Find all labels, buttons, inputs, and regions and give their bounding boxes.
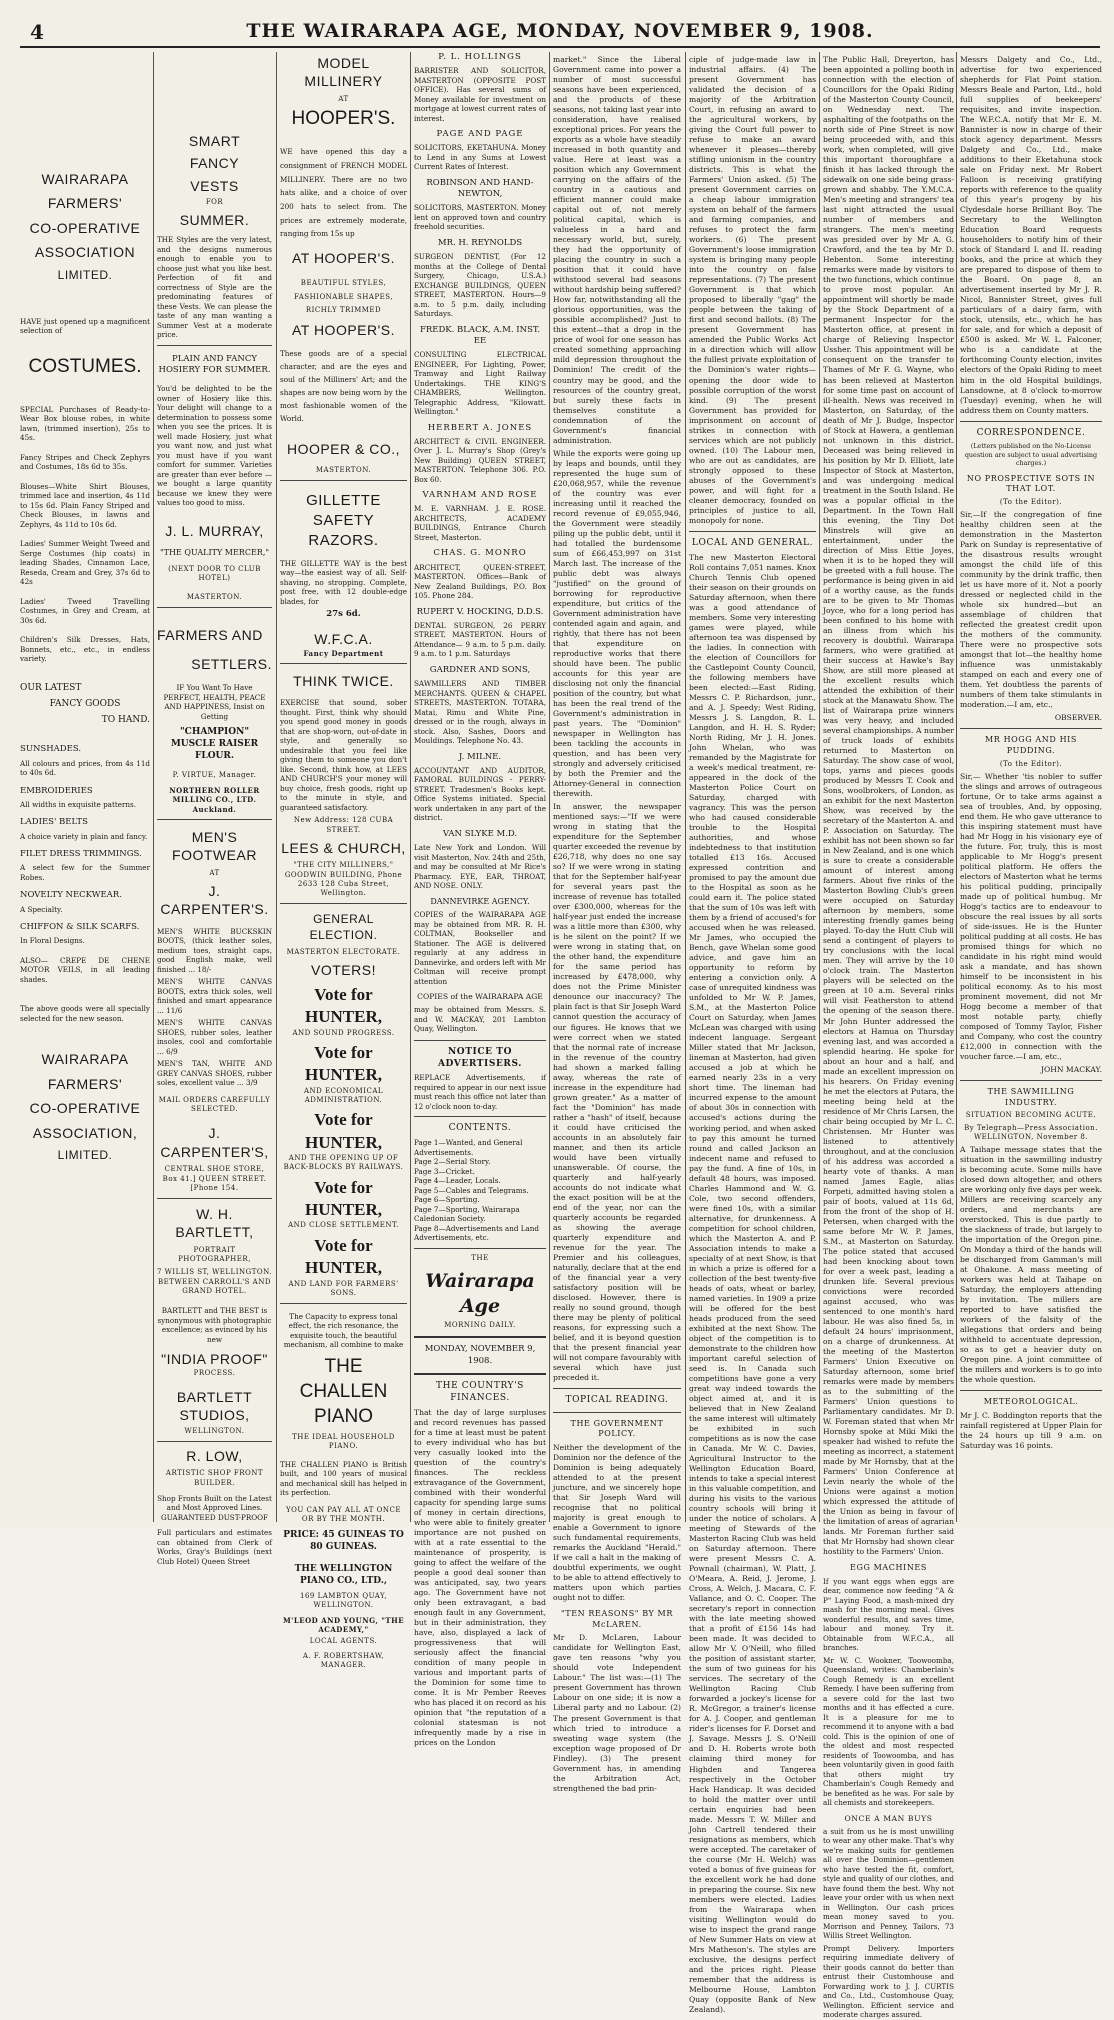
card-name: ROBINSON AND HAND-NEWTON, [426,177,534,200]
masthead [20,16,1100,48]
section-title: EMBROIDERIES [20,785,93,796]
think-text: EXERCISE that sound, sober thought. First, think why should you spend good money in goods that are shop-worn, out-of-date in style, and generally so undesirable that you feel like giving them to someone you don't like. Second, think how, at LEES AND CHURCH'S your money will buy choice, fresh goods, right up to the minute in style, and guaranteed satisfactory. [280,698,407,812]
section-text: A choice variety in plain and fancy. [20,831,148,841]
column-rule [819,52,820,1522]
wfca-footer-line: LIMITED. [57,1148,113,1163]
manager: A. F. ROBERTSHAW, MANAGER. [302,1651,385,1670]
piano-address: 169 LAMBTON QUAY, WELLINGTON. [300,1591,387,1609]
section-title: CHIFFON & SILK SCARFS. [20,922,140,932]
also-text: ALSO— CREPE DE CHENE MOTOR VEILS, in all leading shades. [20,955,150,984]
column-7-local [823,52,954,2020]
wfca-department: Fancy Department [303,648,384,658]
wfca-logo: W.F.C.A. [314,631,373,648]
millinery-heading: MODEL MILLINERY [304,55,383,90]
page-number: 4 [30,20,44,44]
contents-item: Page 6—Sporting. [414,1195,480,1205]
card-name: DANNEVIRKE AGENCY. [430,896,530,906]
vests-heading: SMART [188,133,241,149]
column-rule [685,52,686,1522]
paper-the: THE [471,1253,489,1262]
fancy-goods-line: TO HAND. [101,714,150,725]
business-card [414,178,546,232]
footwear-at: AT [209,868,220,877]
low-footer: Full particulars and estimates can obtained from Clerk of Works, Gray's Buildings (next Club Hotel) Queen Street [157,1528,272,1566]
column-6-local [689,52,816,2014]
pay-terms: YOU CAN PAY ALL AT ONCE OR BY THE MONTH. [286,1505,401,1523]
met-title: METEOROLOGICAL. [983,1397,1079,1407]
challen-intro: The Capacity to express tonal effect, the rich resonance, the exquisite touch, the beautiful mechanism, all combine to make [283,1311,404,1350]
boot-item: MEN'S TAN, WHITE AND GREY CANVAS SHOES, rubber soles, excellent value ... 3/9 [157,1059,272,1088]
column-rule [410,52,411,1522]
costumes-intro: HAVE just opened up a magnificent selection of [20,316,150,336]
testimonial-text: Mr W. C. Wookner, Toowoomba, Queensland, writes: Chamberlain's Cough Remedy is an excellent Remedy. I have been suffering from a severe cold for the last two months and it has effected a cure. It is a pleasure for me to recommend it to anyone with a bad cold. This is the opinion of one of the oldest and most respected residents of Toowoomba, and has been voluntarily given in good faith that others might try Chamberlain's Cough Remedy and be benefited as he was. For sale by all chemists and storekeepers. [823,1655,954,1808]
business-card [414,423,546,485]
millinery-at: AT [338,94,349,103]
wfca-name-line: ASSOCIATION [34,244,136,261]
bartlett-text: BARTLETT and THE BEST is synonymous with photographic excellence; as evinced by his new [157,1306,272,1344]
letter-to: (To the Editor). [999,759,1063,768]
card-name: VAN SLYKE M.D. [442,828,518,839]
card-name: P. L. HOLLINGS [438,52,522,62]
section-text: All widths in exquisite patterns. [20,799,137,809]
wfca-name-line: CO-OPERATIVE [29,219,141,236]
contents-item: Page 4—Leader, Locals. [414,1176,501,1186]
prompt-text: Prompt Delivery. Importers requiring immediate delivery of their goods cannot do better than entrust their Customhouse and Forwarding work to J. J. CURTIS and Co., Ltd., Customhouse Quay, Wellington. Efficient service and moderate charges assured. [823,1943,954,2020]
reasons-text: Mr D. McLaren, Labour candidate for Wellington East, gave ten reasons "why you should vote Independent Labour." The list was:—(1) The present Government has thrown Labour on one side; it is now a Liberal party and no Labour. (2) The present Government is that which tried to introduce a sweating wage system (the exception wage proposed of Dr Findley). (3) The present Government has, in amending the Arbitration Act, strengthened the bad prin- [553,1633,681,1793]
costume-item: Ladies' Tweed Travelling Costumes, in Grey and Cream, at 30s 6d. [20,596,150,625]
challen-line: THE [324,1355,363,1377]
correspondence-note: (Letters published on the No-License question are subject to usual advertising charges.) [964,442,1098,468]
costume-item: Fancy Stripes and Check Zephyrs and Costumes, 18s 6d to 35s. [20,452,150,472]
business-card [414,490,546,542]
india-process: PROCESS. [193,1368,236,1377]
card-name: RUPERT V. HOCKING, D.D.S. [416,606,544,617]
card-text: SOLICITORS, MASTERTON. Money lent on approved town and country freehold securities. [414,203,546,232]
section-title: LADIES' BELTS [20,817,88,828]
leader-paragraph: market." Since the Liberal Government came into power a number of most successful seasons have been experienced, and the products of these seasons, not taking last year into consideration, have realised exceptional prices. For years the exports as a whole have steadily increased in both quantity and value. Here at least was a position which any Government carrying on the affairs of the country in a cautious and efficient manner could make capital out of, not merely political capital, which is valueless in a hard and necessary world, but, surely, they had the opportunity of placing the country in such a position that it could have withstood several bad seasons without hardship being suffered? How far, notwithstanding all the glorious opportunities, was the possible accomplished? Just to this extent—that a drop in the price of wool for one season has created something approaching mild depression throughout the Dominion! The credit of the country may be good, and the resources of the country great, but surely these facts in themselves constitute a condemnation of the Government's financial administration. [553,55,681,445]
card-name: GARDNER AND SONS, [429,664,531,675]
card-name: HERBERT A. JONES [427,422,533,433]
topical-title: TOPICAL READING. [565,1395,669,1406]
local-text: The new Masterton Electoral Roll contains 7,051 names. Knox Church Tennis Club opened their season on their grounds on Saturday afternoon, when there was a good attendance of members. Some very interesting games were played, while afternoon tea was dispensed by the ladies. In connection with the election of Councillors for the Castlepoint County Council, the following members have been elected:—East Riding, Messrs C. P. Richardson, junr., and A. J. Speedy; West Riding, Messrs J. S. Langdon, R. L. Langdon, and H. H. S. Ryder; North Riding, Mr J. H. Jones. John Whelan, who was remanded by the Magistrate for a week's medical treatment, re-appeared in the dock of the Masterton Police Court on Saturday, charged with vagrancy. This was the person who had caused considerable trouble to the Hospital authorities, and whose indebtedness to that institution totalled £13 16s. Accused expressed contrition and promised to pay the amount due to the Hospital as soon as he could earn it. The police stated that the sum of 10s was left with them by a friend of accused's for accused when he was released. Mr James, who occupied the Bench, gave Whelan some good advice, and gave him an opportunity to reform by entering a conviction only. A case of unrequited kindness was unfolded to Mr W. P. James, S.M., at the Masterton Police Court on Saturday, when James McLean was charged with using indecent language. Sergeant Miller stated that Mr Jackson, lineman at Masterton, had given accused a job at which he earned nearly 23s in a very short time. The lineman had incurred expense to the amount of about 30s in connection with accused's actions during the working period, and when asked to pay this amount he turned round and called Jackson an indecent name and refused to pay the fund. A fine of 10s, in default 48 hours, was imposed. Charles Hammond and W. G. Cole, two second offenders, were fined 10s, with a similar alternative, for drunkenness. A competition for school children, which the Masterton A. and P. Association intends to make a specialty of at next Show, is that in which a prize is offered for a collection of the best twenty-five heads of oats, wheat or barley, named varieties. In 1909 a prize will be offered for the best heads produced from the seed exhibited at the next Show. The object of the competition is to demonstrate to the children how important careful selection of seed is. In Canada such competitions have gone a very great way indeed towards the object aimed at, and it is believed that in New Zealand the same interest will ultimately be exhibited in such competitions as is now the case in Canada. Mr W. C. Davies, Agricultural Instructor to the Wellington Education Board, intends to take a special interest in this valuable competition, and during his visits to the various country schools will bring it under the notice of scholars. A meeting of Stewards of the Masterton Racing Club was held on Saturday afternoon. There were present Messrs C. A. Pownall (chairman), W. Platt, J. O'Meara, A. Reid, J. Jerome, J. Cross, A. Welch, J. Macara, C. F. Vallance, and O. C. Cooper. The secretary's report in connection with the late meeting showed that a profit of £156 14s had been made. It was decided to allow Mr V. O'Neill, who filled the position of assistant starter, the sum of two guineas for his services. The secretary of the Wellington Racing Club forwarded a jockey's license for R. McGregor, a trainer's license for A. J. Cooper, and gentleman rider's licenses for F. Dorset and J. Savage. Messrs J. S. O'Neill and D. H. Roberts wrote both claiming third money for Highden and Tangerea respectively in the October Hack Handicap. It was decided to hold the matter over until certain enquiries had been made. Messrs T. W. Miller and John Cartrell tendered their resignations as members, which were accepted. The caretaker of the course (Mr H. Welch) was voted a bonus of five guineas for the excellent work he had done in preparing the course. Six new members were elected. Ladies from the Wairarapa when visiting Wellington would do wise to inspect the grand range of New Summer Hats on view at Mrs Matheson's. The styles are exclusive, the designs perfect and the prices right. Please remember that the address is Melbourne House, Lambton Quay (opposite Bank of New Zealand). [689,552,816,2014]
hosiery-title: PLAIN AND FANCY HOSIERY FOR SUMMER. [158,353,271,375]
notice-text: REPLACE Advertisements, if required to appear in our next issue must reach this office not later than 12 o'clock noon to-day. [414,1073,546,1111]
gillette-price: 27s 6d. [326,609,361,620]
column-8-correspondence [960,52,1102,1522]
hoopers-heading: HOOPER'S. [291,108,396,130]
contents-item: Page 2—Serial Story. [414,1157,491,1167]
voters: VOTERS! [311,962,376,979]
letter-to: (To the Editor). [999,497,1063,506]
card-name: VARNHAM AND ROSE [422,490,538,501]
notice-title: NOTICE TO ADVERTISERS. [437,1046,523,1069]
vote-reason: AND THE OPENING UP OF BACK-BLOCKS BY RAILWAYS. [283,1154,404,1172]
footwear-heading: MEN'S FOOTWEAR [172,828,257,864]
reasons-title: "TEN REASONS" BY MR McLAREN. [561,1609,673,1629]
challen-text: THE CHALLEN PIANO is British built, and 100 years of musical and mechanical skill has helped in its perfection. [280,1459,407,1498]
letter-signature: JOHN MACKAY. [1040,1065,1102,1075]
business-card [414,325,546,417]
challen-tagline: THE IDEAL HOUSEHOLD PIANO. [292,1433,395,1451]
millinery-text: WE have opened this day a consignment of FRENCH MODEL MILLINERY. There are no two hats alike, and a choice of over 200 hats to select from. The prices are extremely moderate, ranging from 15s up [280,147,407,239]
vote-reason: AND ECONOMICAL ADMINISTRATION. [303,1086,384,1104]
contents-item: Page 5—Cables and Telegrams. [414,1185,529,1195]
column-rule [956,52,957,1522]
business-card [414,52,546,123]
challen-line: PIANO [313,1406,374,1428]
costume-item: SPECIAL Purchases of Ready-to-Wear Box blouse robes, in white lawn, (trimmed insertion), 25s to 45s. [20,404,150,443]
farmers-text: IF You Want To Have PERFECT, HEALTH, PEACE AND HAPPINESS, Insist on Getting [163,683,266,721]
settlers-heading: SETTLERS. [191,655,272,672]
leader-paragraph: In answer, the newspaper mentioned says:—"If we were wrong in stating that the expenditure for the September quarter exceeded the revenue by £26,718, why does no one say so? If we were wrong in stating that for the September half-year for several years past the increase of revenue has totalled over £300,000, whereas for the half-year just ended the increase was a little more than £300, why is he silent on the point? If we were wrong in stating that, on the other hand, the expenditure for the same period has increased by £478,000, why does not the Prime Minister denounce our inaccuracy? The plain fact is that Sir Joseph Ward cannot question the accuracy of our figures. He knows that we were correct when we stated that the normal rate of increase in the revenue of the country had shown a marked falling away, whereas the rate of increase in the expenditure had grown greater." As a matter of fact the "Dominion" has made rather a "hash" of itself, because it could have criticised the accounts in an absolutely fair manner, and then its article would have been virtually unanswerable. Of course, the quarterly and half-yearly accounts do not indicate what the exact position will be at the end of the year, nor can the quarterly accounts be regarded as showing the average quarterly expenditure and revenue for the year. The Premier and his colleagues, naturally, declare that at the end of the financial year a very satisfactory position will be disclosed. However, there is really no sound ground, though there may be plenty of political reasons, for expressing such a belief, and it is beyond question that the present financial year will not compare favourably with several which have just preceded it. [553,802,681,1383]
styles-line: BEAUTIFUL STYLES, FASHIONABLE SHAPES, RICHLY TRIMMED [293,279,394,315]
gillette-heading: GILLETTE SAFETY RAZORS. [306,492,381,549]
egg-text: If you want eggs when eggs are dear, commence now feeding "A & P" Laying Food, a mash-mixed dry mash for the morning meal. Gives wonderful results, and saves time, labour and money. Try it. Obtainable from W.F.C.A., all branches. [823,1576,954,1653]
hooper-co: HOOPER & CO., [286,440,401,457]
low-tagline: ARTISTIC SHOP FRONT BUILDER. [165,1469,264,1487]
section-text: A select few for the Summer Robes. [20,863,150,882]
card-text: SOLICITORS, EKETAHUNA. Money to Lend in any Sums at Lowest Current Rates of Interest. [414,143,546,172]
letter-title: NO PROSPECTIVE SOTS IN THAT LOT. [966,473,1096,494]
costume-item: Blouses—White Shirt Blouses, trimmed lace and insertion, 4s 11d to 15s 6d. Plain Fancy Striped and Check Blouses, in lawns and Zephyrs, 4s 11d to 10s 6d. [20,481,150,529]
india-proof: "INDIA PROOF" [161,1351,268,1368]
business-card [414,829,546,891]
paper-date: MONDAY, NOVEMBER 9, 1908. [424,1344,536,1366]
vests-heading: FANCY [189,155,240,172]
hooper-town: MASTERTON. [315,465,372,474]
card-text: DENTAL SURGEON, 26 PERRY STREET, MASTERTON. Hours of Attendance— 9 a.m. to 5 p.m. daily. 9 a.m. to 1 p.m. Saturdays [414,620,546,659]
card-name: J. MILNE. [458,751,502,762]
card-text: M. E. VARNHAM. J. E. ROSE. ARCHITECTS, ACADEMY BUILDINGS, Entrance Church Street, Masterton. [414,504,546,542]
vote-line: Vote for HUNTER, [305,1177,382,1219]
section-title: NOVELTY NECKWEAR. [20,890,122,901]
murray-tagline: "THE QUALITY MERCER," [159,548,270,558]
sawmill-byline: By Telegraph—Press Association. WELLINGTON, November 8. [964,1123,1098,1141]
wfca-footer-line: CO-OPERATIVE [29,1100,141,1117]
carpenter-name-2: J. CARPENTER'S, [160,1125,269,1160]
contents-item: Page 8—Advertisements and Land Advertisements, etc. [414,1223,540,1243]
card-text: SAWMILLERS AND TIMBER MERCHANTS. QUEEN & CHAPEL STREETS, MASTERTON. TOTARA, Matai, Rimu and White Pine, dressed or in the rough, always in stock. Also, Sashes, Doors and Mouldings. Telephone No. 43. [414,679,546,746]
carpenter-name: J. CARPENTER'S. [160,882,269,918]
vote-reason: AND CLOSE SETTLEMENT. [288,1221,399,1230]
sawmill-title: THE SAWMILLING INDUSTRY. [987,1087,1075,1107]
murray-town: MASTERTON. [186,593,243,602]
column-rule [153,52,154,1522]
once-text: a suit from us he is most unwilling to wear any other make. That's why we're making suits for gentlemen all over the Dominion—gentlemen who have tested the fit, comfort, style and quality of our clothes, and have found them the best. Why not leave your order with us when next in Wellington. Our cash prices mean money saved to you. Morrison and Penney, Tailors, 73 Willis Street Wellington. [823,1826,954,1941]
card-text: COPIES of the WAIRARAPA AGE may be obtained from MR. R. H. COLTMAN, Bookseller and Stationer. The AGE is delivered regularly at any address in Dannevirke, and orders left with Mr Coltman will receive prompt attention [414,910,546,986]
business-card [414,129,546,172]
policy-title: THE GOVERNMENT POLICY. [570,1418,664,1439]
business-card [414,897,546,987]
gillette-text: THE GILLETTE WAY is the best way—the easiest way of all. Self-shaving, no stropping. Complete, post free, with 12 double-edge blades, for [280,558,407,606]
selected-note: The above goods were all specially selected for the new season. [20,1004,150,1023]
page-title: THE WAIRARAPA AGE, MONDAY, NOVEMBER 9, 1908. [246,20,874,42]
business-card [414,665,546,746]
hosiery-text: You'd be delighted to be the owner of Hosiery like this. Your delight will change to a determination to possess some when you see the prices. It is well made Hosiery, just what you want now, and just what you must have if you want comfort for summer. Varieties are greater than ever before —we bought a large quantity because we knew they were values too good to miss. [157,384,272,508]
boot-item: MEN'S WHITE CANVAS SHOES, rubber soles, leather insoles, cool and comfortable ... 6/9 [157,1018,272,1056]
card-name: FREDK. BLACK, A.M. INST. EE [419,324,541,346]
vote-reason: AND LAND FOR FARMERS' SONS. [288,1279,399,1297]
reasons-continued: ciple of judge-made law in industrial affairs. (4) The present Government has validated the decision of a majority of the Arbitration Court, in refusing an award to the agricultural workers, by giving the Court full power to refuse to make an award whenever it pleases—thereby stifling unionism in the country districts. This is what the Farmers' Union asked. (5) The present Government carries on a cheap labour immigration system on behalf of the farmers and farming companies, and refuses to protect the farm workers. (6) The present Government's loose immigration system is bringing many people into the country on false representations. (7) The present Government is that which proposed to liberally "gag" the people between the taking of first and second ballots. (8) The present Government has amended the Public Works Act in a direction which will allow the fullest private exploitation of the Dominion's water rights—opening the door wide to possible corruption of the worst kind. (9) The present Government has provided for imprisonment on account of strikes in connection with services which are not publicly owned. (10) The Labour men, who are out as candidates, are strongly opposed to these abuses of the Government's power, and will fight for a cleaner democracy, founded on principles of justice to all, monopoly for none. [689,55,816,525]
low-text: Shop Fronts Built on the Latest and Most Approved Lines. GUARANTEED DUST-PROOF [157,1493,272,1522]
paper-tagline: MORNING DAILY. [444,1321,516,1330]
sawmill-text: A Taihape message states that the situation in the sawmilling industry is becoming acute. Some mills have closed down altogether, and others are working only five days per week. Millers are receiving scarcely any orders, and merchants are overstocked. This is due partly to the slackness of trade, but largely to the importation of the Oregon pine. On Monday a third of the hands will be discharged from Gamman's mill at Ohakune. A mass meeting of workers was held at Taihape on Saturday, the employers attending by invitation. The millers are reported to have satisfied the workers of the falsity of the allegations that orders and being withheld to accentuate depression, so as to get a heavier duty on Oregon pine. A joint committee of the millers and workers is to go into the whole question. [960,1145,1102,1385]
contents-item: Page 7—Sporting, Wairarapa Caledonian Society. [414,1204,520,1224]
murray-address: (NEXT DOOR TO CLUB HOTEL) [168,564,261,582]
card-text: CONSULTING ELECTRICAL ENGINEER, For Lighting, Power, Tramway and Light Railway Undertakings. THE KING'S CHAMBERS, Wellington. Telegraphic Address, "Kilowatt. Wellington." [414,350,546,417]
champion-signature: P. VIRTUE, Manager. [172,770,257,779]
paper-title: Wairarapa Age [425,1269,535,1318]
column-rule [276,52,277,1522]
egg-title: EGG MACHINES [850,1563,927,1573]
card-text: may be obtained from Messrs. S. and W. MACKAY, 201 Lambton Quay, Wellington. [414,1005,546,1034]
challen-line: CHALLEN [299,1381,388,1403]
champion-flour: "CHAMPION" MUSCLE RAISER FLOUR. [170,727,259,761]
card-text: SURGEON DENTIST, (For 12 months at the College of Dental Surgery, Chicago, U.S.A.) EXCHANGE BUILDINGS, QUEEN STREET, MASTERTON. Hours—9 a.m. to 5 p.m. daily, including Saturdays. [414,252,546,319]
card-name: COPIES of the WAIRARAPA AGE [417,992,543,1002]
letter-text: Sir,— Whether 'tis nobler to suffer the slings and arrows of outrageous fortune, Or to take arms against a sea of troubles, And, by opposing, end them. He who gave utterance to this inspiring statement must have had Mr Hogg in his visionary eye of the future. For, truly, this is most applicable to Mr Hogg's present political platform. He offers the electors of Masterton what he terms his political pudding, principally made up of political humbug. Mr Hogg's tactics are to endeavour to obscure the real issues by all sorts of side-issues. He is the Hunter political pudding at all costs. He has promised things for which no candidate in his right mind would ask a mandate, and has shown himself to be inconsistent in his political economy. As to his most prominent movement, did not Mr Hogg become a member of that most notable party, chiefly composed of Tommy Taylor, Fisher and Company, who cost the country £12,000 in connection with the voucher farce.—I am, etc., [960,771,1102,1062]
lees-address: New Address: 128 CUBA STREET. [293,816,394,834]
letter-signature: OBSERVER. [1054,713,1102,723]
costume-item: Children's Silk Dresses, Hats, Bonnets, etc., etc., in endless variety. [20,635,150,664]
election-heading: GENERAL ELECTION. [309,912,378,943]
notes-text: Messrs Dalgety and Co., Ltd., advertise for two experienced shepherds for Flat Point station. Messrs Beale and Parton, Ltd., hold full supplies of beekeepers' requisites, and invite inspection. The W.F.C.A. notify that Mr E. M. Bannister is now in charge of their stock agency department. Messrs Dalgety and Co., Ltd., make additions to their Eketahuna stock sale on Friday next. Mr Robert Falloon is receiving gratifying reports with reference to the quality of this year's progeny by his Clydesdale horse Brilliant Boy. The Secretary to the Wellington Education Board requests householders to notify him of their stock of Standard I. and II. reading books, and the price at which they are prepared to dispose of them to the Board. On page 8, an advertisement inserted by Mr J. R. Nicol, Bannister Street, gives full particulars of a dairy farm, with stock, utensils, etc., which he has for sale, and for which a deposit of £500 is asked. Mr W. L. Falconer, who is a candidate at the forthcoming County election, invites electors of the Opaki Riding to meet him in the old Hospital buildings, Lansdowne, at 8 o'clock to-morrow (Tuesday) evening, when he will address them on County matters. [960,55,1102,415]
wfca-name-line: WAIRARAPA [41,171,129,187]
carpenter-address: CENTRAL SHOE STORE, Box 41.] QUEEN STREET. [Phone 154. [162,1165,267,1192]
met-text: Mr J. C. Boddington reports that the rainfall registered at Upper Plain for the 24 hours up till 9 a.m. on Saturday was 16 points. [960,1410,1102,1451]
policy-text: Neither the development of the Dominion nor the defence of the Dominion is being adequately attended to at the present juncture, and we sincerely hope that Sir Joseph Ward will recognise that no political majority is great enough to enable a Government to ignore such fundamental requirements, remarks the Auckland "Herald." If we call a halt in the making of doubtful experiments, we ought to be able to attend effectively to matters upon which parties ought not to differ. [553,1443,681,1603]
vests-summer: SUMMER. [179,211,250,228]
column-rule [549,52,550,1522]
column-3-adverts [280,52,407,1670]
sawmill-subtitle: SITUATION BECOMING ACUTE. [965,1111,1097,1120]
mail-orders: MAIL ORDERS CAREFULLY SELECTED. [158,1095,271,1114]
styles-text: These goods are of a special character, and are the eyes and soul of the Milliners' Art; and the shapes are now being worn by the most fashionable women of the World. [280,348,407,423]
once-title: ONCE A MAN BUYS [844,1813,933,1823]
costume-item: Ladies' Summer Weight Tweed and Serge Costumes (hip coats) in leading Shades, Cinnamon Lace, Reseda, Cream and Grey, 37s 6d to 42s [20,539,150,587]
business-card [414,992,546,1034]
business-card [414,238,546,319]
vote-line: Vote for HUNTER, [305,984,382,1027]
correspondence-title: CORRESPONDENCE. [976,427,1086,438]
vote-reason: AND SOUND PROGRESS. [292,1028,395,1037]
card-text: ARCHITECT, QUEEN-STREET, MASTERTON. Offices—Bank of New Zealand Buildings, P.O. Box 105. Phone 284. [414,562,546,601]
boot-item: MEN'S WHITE BUCKSKIN BOOTS, (thick leather soles, medium toes, straight caps, good English make, well finished ... 18/- [157,926,272,974]
lees-tagline: "THE CITY MILLINERS," GOODWIN BUILDING, Phone 2633 128 Cuba Street, Wellington. [284,861,403,898]
farmers-heading: FARMERS AND [157,627,263,644]
vote-line: Vote for HUNTER, [305,1042,382,1085]
at-hoopers: AT HOOPER'S. [291,249,396,266]
studios-town: WELLINGTON. [184,1426,245,1435]
local-agents-tag: LOCAL AGENTS. [309,1636,378,1645]
vote-line: Vote for HUNTER, [305,1235,382,1278]
card-text: BARRISTER AND SOLICITOR, MASTERTON (OPPOSITE POST OFFICE). Has several sums of Money available for investment on mortgage at lowest current rates of interest. [414,66,546,123]
bartlett-name: W. H. BARTLETT, [175,1205,254,1241]
costumes-heading: COSTUMES. [28,355,142,377]
local-agents: M'LEOD AND YOUNG, "THE ACADEMY," [282,1616,405,1635]
piano-price: PRICE: 45 GUINEAS TO 80 GUINEAS. [283,1530,404,1553]
letter-text: Sir,—If the congregation of fine healthy children seen at the demonstration in the Masterton Park on Sunday is representative of the disastrous results wrought amongst the child life of this community by the drink traffic, then let us have more of it. Not a poorly dressed or neglected child in the whole six hundred—but an assemblage of children that reflected the greatest credit upon the mothers of the community. There were no prospective sots amongst that lot—the healthy home influence was unmistakably stamped on each and every one of them. Yet doubtless the parents of numbers of them take stimulants in moderation.—I am, etc., [960,510,1102,710]
contents-item: Page 1—Wanted, and General Advertisements. [414,1138,523,1157]
section-text: A Specialty. [20,904,63,914]
card-name: CHAS. G. MONRO [433,548,527,559]
vote-line: Vote for HUNTER, [305,1110,382,1152]
studios-line: STUDIOS, [179,1407,250,1424]
business-card [414,607,546,659]
bartlett-tagline: PORTRAIT PHOTOGRAPHER, [178,1245,251,1264]
column-5-leader [553,52,681,1793]
murray-name: J. L. MURRAY, [165,522,264,539]
letter-title: MR HOGG AND HIS PUDDING. [985,735,1077,755]
wfca-footer-line: WAIRARAPA [41,1051,129,1068]
card-text: ARCHITECT & CIVIL ENGINEER. Over J. L. Murray's Shop (Grey's New Building) QUEEN STREET, MASTERTON. Telephone 306. P.O. Box 60. [414,436,546,484]
wfca-footer-line: FARMERS' [47,1075,123,1092]
wfca-footer-line: ASSOCIATION, [32,1124,138,1141]
local-title: LOCAL AND GENERAL. [691,537,814,548]
at-hoopers-2: AT HOOPER'S. [291,322,396,339]
vests-for: FOR [205,198,224,207]
finances-text: That the day of large surpluses and record revenues has passed for a time at least must be patent to every individual who has but very casually looked into the question of the country's finances. The reckless extravagance of the Government, combined with their wonderful capacity for spending large sums of money in certain directions, who were able to finitely greater importance are not pushed on with at a rate essential to the maintenance of prosperity, is going to affect the welfare of the people a good deal sooner than was anticipated, say, two years ago. The Government have not only been extravagant, a bad enough fault in any Government, but in their administration, they have, also, displayed a lack of progressiveness that will seriously affect the financial condition of many people in various and important parts of the Dominion for some time to come. It is Mr Pember Reeves who has placed it on record as his opinion that "the reputation of a colonial statesman is not infrequently made by a rise in prices on the London [414,1407,546,1748]
contents-title: CONTENTS. [448,1123,512,1134]
studios-line: BARTLETT [176,1388,253,1405]
fancy-goods-line: OUR LATEST [20,682,82,693]
business-card [414,752,546,823]
bartlett-address: 7 WILLIS ST, WELLINGTON. BETWEEN CARROLL'S AND GRAND HOTEL. [157,1268,273,1295]
finances-title: THE COUNTRY'S FINANCES. [436,1380,524,1403]
section-title: FILET DRESS TRIMMINGS. [20,849,142,860]
section-title: SUNSHADES. [20,744,82,755]
boot-item: MEN'S WHITE CANVAS BOOTS, extra thick soles, well finished and smart appearance ... 11/6 [157,977,272,1015]
column-2-adverts [157,52,273,1566]
vests-text: THE Styles are the very latest, and the designs numerous enough to enable you to choose just what you like best. Perfection of fit and correctness of Style are the predominating features of these Vests. We can please the taste of any man wanting a Summer Vest at a moderate price. [157,235,272,340]
column-4-cards [414,52,546,1748]
low-name: R. LOW, [186,1447,243,1464]
column-1-wfca-advert [20,52,150,1522]
wfca-name-line: LIMITED. [57,267,113,282]
wfca-name-line: FARMERS' [47,195,123,212]
electorate: MASTERTON ELECTORATE. [286,948,401,957]
local-continued: The Public Hall, Dreyerton, has been appointed a polling booth in connection with the election of Councillors for the Opaki Riding of the Masterton County Council, on Wednesday next. The asphalting of the footpaths on the north side of Pine Street is now being proceeded with, and this work, when completed, will give this important thoroughfare a finish it has lacked through the sidewalk on one side being grass-grown and shabby. The Y.M.C.A. Men's meeting and strangers' tea last night attracted the usual number of members and strangers. The men's meeting was presided over by Mr A. G. Crawford, and the tea by Mr D. Hebenton. Some interesting remarks were made by visitors to the two functions, which continue to prove most popular. An appointment will shortly be made by the Stock Department of a permanent Inspector for the Masterton office, at present in charge of Relieving Inspector Ussher. This appointment will be consequent on the transfer to Thames of Mr F. G. Wayne, who has been relieved at Masterton for some time past on account of ill-health. News was received in Masterton, on Saturday, of the death of Mr J. Budge, Inspector of Stock at Hawera, a gentleman not unknown in this district. Deceased was being relieved in his position by Mr D. Elliott, late Inspector of Stock at Masterton, and was undergoing medical treatment in the South Island. He was a popular official in the Department. In the Town Hall this evening, the Tiny Dot Minstrels will give an entertainment, under the direction of Miss Ettie Joyes, when it is to be hoped they will be greeted with a full house. The performance is being given in aid of a worthy cause, as the funds are to be given to Mr Thomas Joyce, who for a long period has been confined to his home with an illness from which his recovery is doubtful. Wairarapa farmers, who were gratified at their success at Hawke's Bay Show, are still more pleased at the excellent results which attended the exhibition of their stock at the Manawatu Show. The list of Wairarapa prize winners was very heavy, and included several championships. A number of truck loads of exhibits returned to Masterton on Saturday. The show case of wool, tops, yarns and pieces goods produced by Messrs T. Cook and Sons, woolbrokers, of London, as an exhibit for the next Masterton Show, was received by the secretary of the Masterton A. and P. Association on Saturday. The exhibit has not been shown so far in New Zealand, and is one which is sure to create a considerable amount of interest among farmers. About five rinks of the Masterton Bowling Club's green were occupied on Saturday afternoon by members, some interesting friendly games being played. To-day the Hutt Club will send a contingent of players to try conclusions with the local men. They will arrive by the 10 o'clock train. The Masterton players will be selected on the green at 10 a.m. Several rinks will visit Featherston to attend the opening of the season there. Mr John Hunter addressed the electors at Hamua on Thursday evening last, and was accorded a splendid hearing. He spoke for about an hour and a half, and made an excellent impression on his hearers. On Friday evening he met the electors at Putara, the meeting being held at the residence of Mr Chris Larsen, the chair being occupied by Mr L. C. Christensen. Mr Hunter was listened to attentively throughout, and at the conclusion of his address was accorded a hearty vote of thanks. A man named James Eagle, alias Forpeti, admitted having stolen a pair of boots, valued at 11s 6d, from the front of the shop of H. Petersen, when charged with the same before Mr W. P. James, S.M., at Masterton on Saturday. The police stated that accused had been knocking about town for over a week past, leading a drunken life. Several previous convictions were recorded against accused, who was sentenced to one month's hard labour. He was also fined 5s, in default 24 hours' imprisonment, on a charge of drunkenness. At the meeting of the Masterton Farmers' Union Executive on Saturday afternoon, some brief remarks were made by members as to the submitting of the Farmers' Union questions to Parliamentary candidates. Mr D. W. Foreman stated that when Mr Hornsby spoke at Miki Miki the speaker had wished to refute the meeting as incorrect, a statement made by Mr Hornsby, that at the Farmers' Union Conference at Levin nearly the whole of the Unions were against a motion which expressed the attitude of the Union as being in favour of the limitation of areas of agrarian lands. Mr Foreman further said that Mr Hornsby had shown clear hostility to the Farmers' Union. [823,55,954,1557]
piano-company: THE WELLINGTON PIANO CO., LTD., [294,1563,393,1586]
think-twice: THINK TWICE. [293,673,394,690]
leader-paragraph: While the exports were going up by leaps and bounds, until they represented the huge sum of £20,068,957, while the revenue of the country was ever increasing until it reached the record revenue of £9,055,946, the Government were steadily piling up the public debt, until it had totalled the burdensome sum of £66,453,997 on 31st March last. The increase of the public debt was always "justified" on the ground of borrowing for reproductive expenditure, but critics of the Government administration have contended again and again, and rightly, that there has not been that expenditure on reproductive works that there should have been. The public accounts for this year are disclosing not only the financial position of the country, but what has been the real trend of the Government's administration in past years. The "Dominion" newspaper in Wellington has been tackling the accounts in question, and has been very strongly and adversely criticised by both the Premier and the Attorney-General in connection therewith. [553,448,681,799]
section-text: In Floral Designs. [20,936,85,946]
lees-name: LEES & CHURCH, [281,839,406,856]
fancy-goods-line: FANCY GOODS [49,698,121,709]
mill-name: NORTHERN ROLLER MILLING CO., LTD. Auckland. [169,786,260,814]
vests-heading: VESTS [190,177,239,194]
contents-item: Page 3—Cricket. [414,1166,475,1176]
section-text: All colours and prices, from 4s 11d to 40s 6d. [20,758,150,778]
card-name: MR. H. REYNOLDS [437,237,523,248]
card-text: Late New York and London. Will visit Masterton, Nov. 24th and 25th, and may be consulted at Mr Rice's Pharmacy. EYE, EAR, THROAT, AND NOSE. ONLY. [414,843,546,891]
business-card [414,548,546,600]
card-name: PAGE AND PAGE [436,129,524,140]
card-text: ACCOUNTANT AND AUDITOR, FAMORAL BUILDINGS - PERRY-STREET. Tradesmen's Books kept. Office Systems initiated. Special work undertaken in any part of the district. [414,765,546,823]
